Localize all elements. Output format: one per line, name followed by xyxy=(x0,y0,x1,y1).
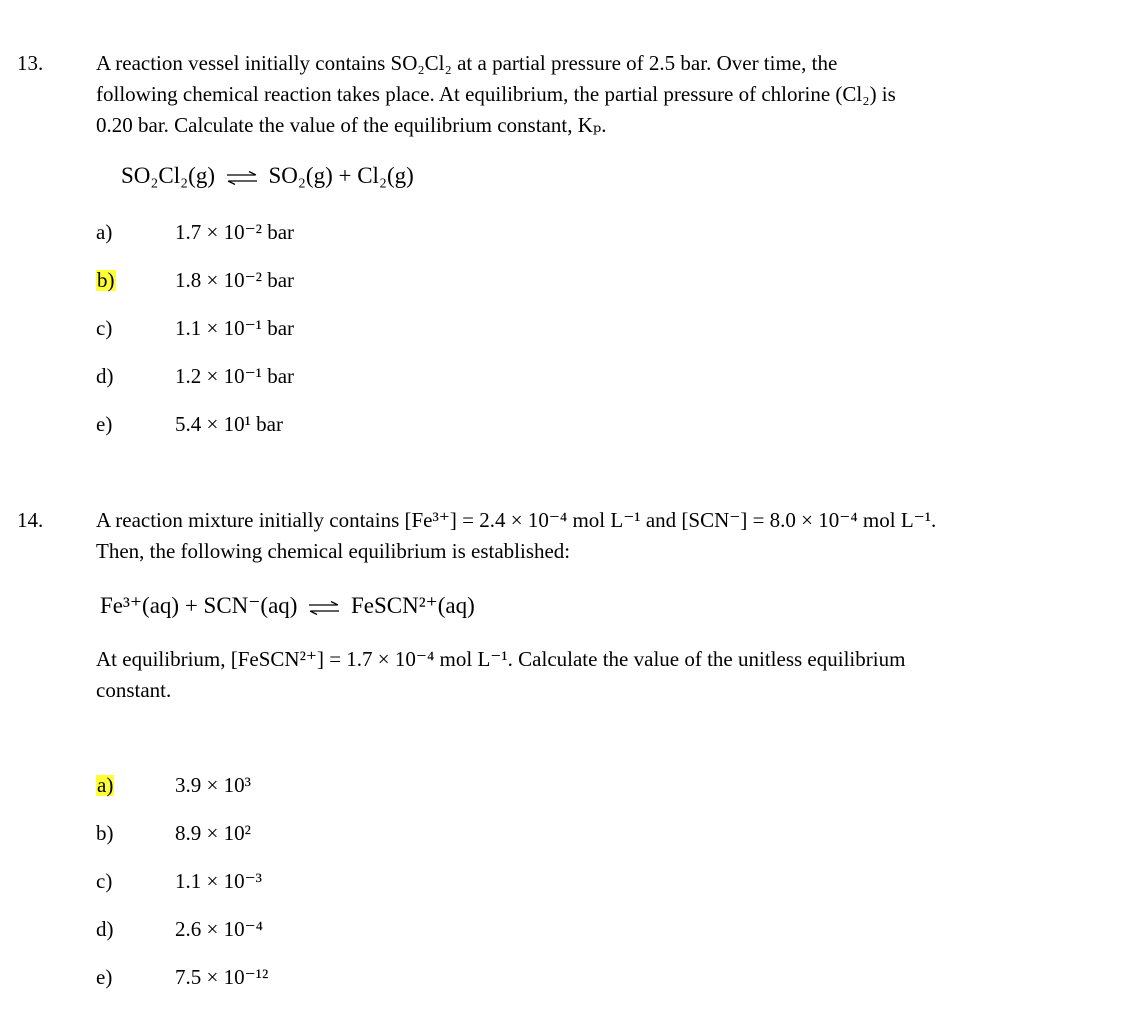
option-value: 7.5 × 10⁻¹² xyxy=(175,965,269,989)
option-letter[interactable]: e) xyxy=(96,412,113,436)
option-letter[interactable]: c) xyxy=(96,869,113,893)
option-letter[interactable]: a) xyxy=(96,220,113,244)
equation-product: FeSCN²⁺(aq) xyxy=(350,593,475,618)
option-value: 1.1 × 10⁻¹ bar xyxy=(175,316,295,340)
option-value: 8.9 × 10² xyxy=(175,821,251,845)
option-letter[interactable]: d) xyxy=(96,917,114,941)
equation-reactants: Fe³⁺(aq) + SCN⁻(aq) xyxy=(100,593,298,618)
question-stem-line: At equilibrium, [FeSCN²⁺] = 1.7 × 10⁻⁴ mol L⁻¹. Calculate the value of the unitless equilibrium xyxy=(96,647,906,671)
question-number: 14. xyxy=(17,508,44,532)
question-stem-line: A reaction mixture initially contains [Fe³⁺] = 2.4 × 10⁻⁴ mol L⁻¹ and [SCN⁻] = 8.0 × 10⁻⁴ mol L⁻¹. xyxy=(96,508,937,532)
equation-products: SO₂(g) + Cl₂(g) xyxy=(268,163,414,188)
question-stem-line: constant. xyxy=(96,678,172,702)
option-value: 1.1 × 10⁻³ xyxy=(175,869,262,893)
option-letter-highlighted[interactable]: a) xyxy=(97,773,114,797)
option-letter[interactable]: e) xyxy=(96,965,113,989)
equilibrium-arrow-icon xyxy=(307,601,341,615)
option-value: 1.8 × 10⁻² bar xyxy=(175,268,295,292)
option-letter-highlighted[interactable]: b) xyxy=(97,268,115,292)
question-stem-line: Then, the following chemical equilibrium is established: xyxy=(96,539,571,563)
option-value: 3.9 × 10³ xyxy=(175,773,251,797)
question-stem-line: 0.20 bar. Calculate the value of the equilibrium constant, Kₚ. xyxy=(96,113,607,137)
equation-reactant: SO₂Cl₂(g) xyxy=(121,163,215,188)
option-letter[interactable]: b) xyxy=(96,821,114,845)
option-value: 2.6 × 10⁻⁴ xyxy=(175,917,263,941)
equilibrium-arrow-icon xyxy=(225,171,259,185)
option-letter[interactable]: c) xyxy=(96,316,113,340)
chemical-equation xyxy=(121,163,414,189)
question-stem-line: following chemical reaction takes place. At equilibrium, the partial pressure of chlorine (Cl₂) is xyxy=(96,82,896,106)
option-value: 1.2 × 10⁻¹ bar xyxy=(175,364,295,388)
option-letter[interactable]: d) xyxy=(96,364,114,388)
option-value: 5.4 × 10¹ bar xyxy=(175,412,283,436)
chemical-equation xyxy=(100,593,475,619)
question-number: 13. xyxy=(17,51,44,75)
option-value: 1.7 × 10⁻² bar xyxy=(175,220,295,244)
question-stem-line: A reaction vessel initially contains SO₂Cl₂ at a partial pressure of 2.5 bar. Over time, the xyxy=(96,51,838,75)
